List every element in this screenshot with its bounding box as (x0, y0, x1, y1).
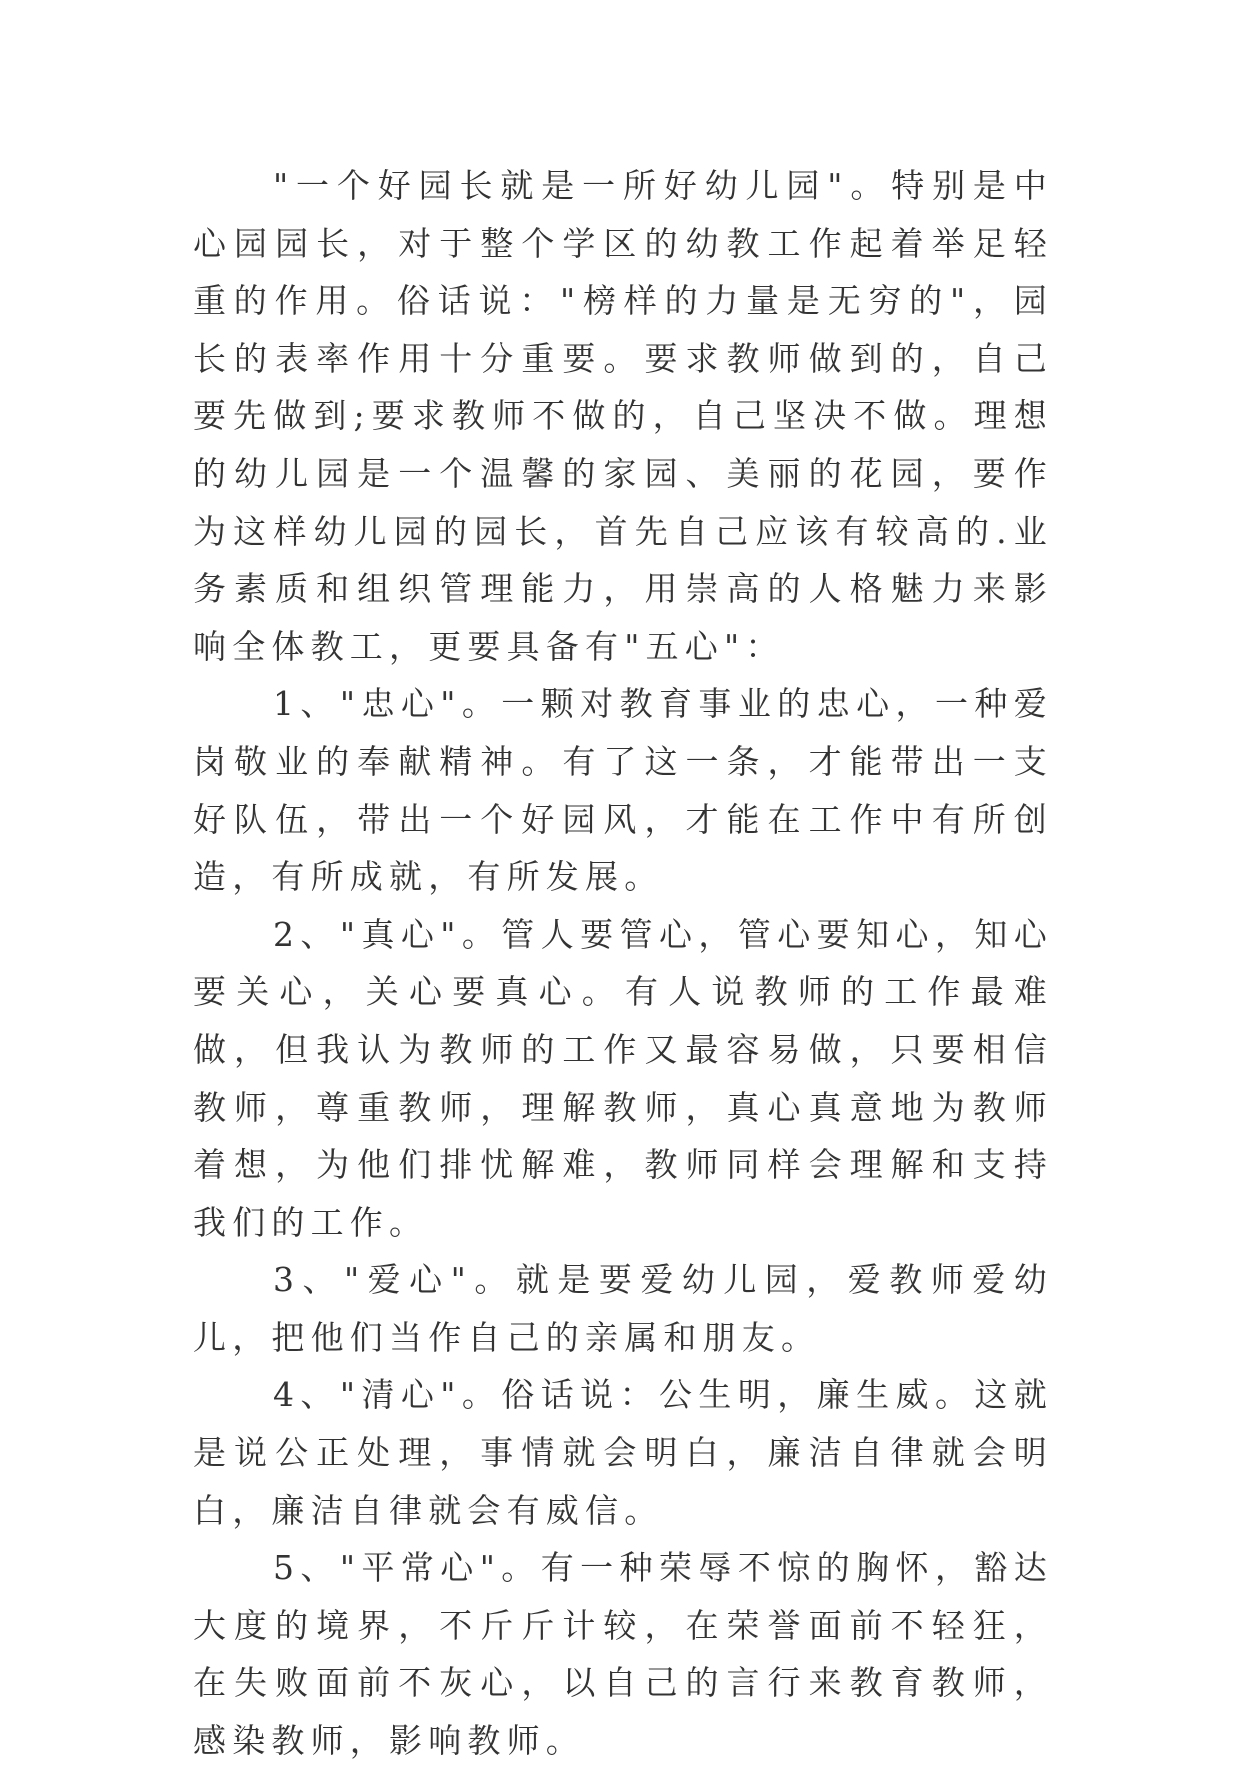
point-love-paragraph: 3、"爱心"。就是要爱幼儿园，爱教师爱幼儿，把他们当作自己的亲属和朋友。 (193, 1260, 1053, 1357)
point-equanimity-paragraph: 5、"平常心"。有一种荣辱不惊的胸怀，豁达大度的境界，不斤斤计较，在荣誉面前不轻狂，在失败面前不灰心，以自己的言行来教育教师，感染教师，影响教师。 (193, 1548, 1053, 1761)
document-body (193, 157, 1053, 1770)
point-integrity-paragraph: 4、"清心"。俗话说：公生明，廉生威。这就是说公正处理，事情就会明白，廉洁自律就会明白，廉洁自律就会有威信。 (193, 1375, 1053, 1530)
point-sincerity-paragraph: 2、"真心"。管人要管心，管心要知心，知心要关心，关心要真心。有人说教师的工作最难做，但我认为教师的工作又最容易做，只要相信教师，尊重教师，理解教师，真心真意地为教师着想，为他们排忧解难，教师同样会理解和支持我们的工作。 (193, 914, 1053, 1242)
point-loyalty-paragraph: 1、"忠心"。一颗对教育事业的忠心，一种爱岗敬业的奉献精神。有了这一条，才能带出一支好队伍，带出一个好园风，才能在工作中有所创造，有所成就，有所发展。 (193, 684, 1053, 897)
intro-paragraph: "一个好园长就是一所好幼儿园"。特别是中心园园长，对于整个学区的幼教工作起着举足轻重的作用。俗话说："榜样的力量是无穷的"，园长的表率作用十分重要。要求教师做到的，自己要先做到;要求教师不做的，自己坚决不做。理想的幼儿园是一个温馨的家园、美丽的花园，要作为这样幼儿园的园长，首先自己应该有较高的.业务素质和组织管理能力，用崇高的人格魅力来影响全体教工，更要具备有"五心"： (193, 166, 1053, 666)
